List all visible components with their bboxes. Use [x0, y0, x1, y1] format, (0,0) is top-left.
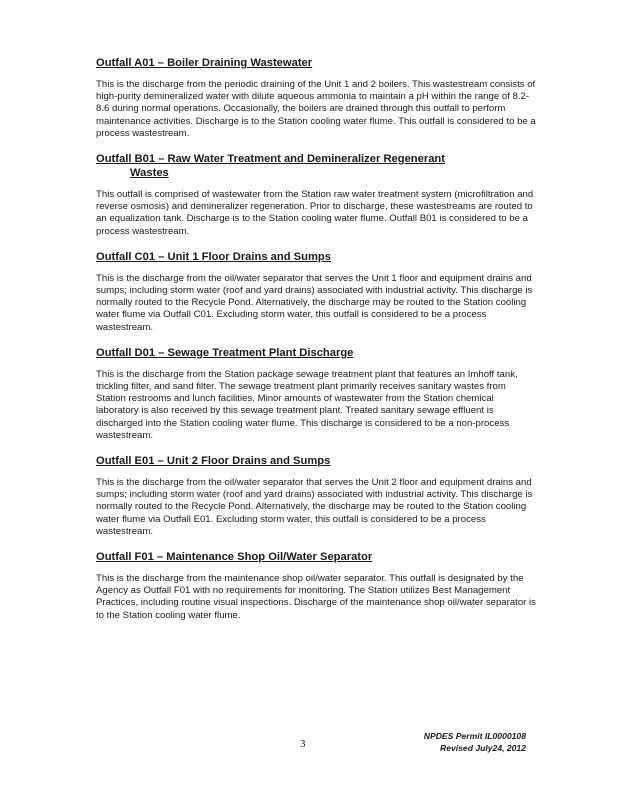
- section-outfall-f01: [96, 550, 536, 622]
- section-heading: [96, 250, 536, 264]
- section-outfall-e01: [96, 454, 536, 538]
- section-heading-text: Outfall E01 – Unit 2 Floor Drains and Sumps: [96, 455, 331, 468]
- section-heading-text: Outfall C01 – Unit 1 Floor Drains and Sumps: [96, 250, 331, 263]
- section-heading: [96, 346, 536, 360]
- section-heading: [96, 550, 536, 564]
- section-outfall-a01: [96, 56, 536, 140]
- section-heading-text: Outfall D01 – Sewage Treatment Plant Discharge: [96, 346, 354, 359]
- page-number: 3: [300, 738, 306, 750]
- section-body: This is the discharge from the Station package sewage treatment plant that features an Imhoff tank, trickling filter, and sand filter. The sewage treatment plant primarily receives sanitary wastes from Station restrooms and lunch facilities. Minor amounts of wastewater from the Station chemical laboratory is also received by this sewage treatment plant. Treated sanitary sewage effluent is discharged into the Station cooling water flume. This discharge is considered to be a non-process wastestream.: [96, 368, 518, 441]
- section-body: This is the discharge from the oil/water separator that serves the Unit 2 floor and equipment drains and sumps; including storm water (roof and yard drains) associated with industrial activity. This discharge is normally routed to the Recycle Pond. Alternatively, the discharge may be routed to the Station cooling water flume via Outfall E01. Excluding storm water, this outfall is considered to be a process wastestream.: [96, 477, 533, 537]
- section-body: This is the discharge from the maintenance shop oil/water separator. This outfall is designated by the Agency as Outfall F01 with no requirements for monitoring. The Station utilizes Best Management Practices, including routine visual inspections. Discharge of the maintenance shop oil/water separator is to the Station cooling water flume.: [96, 573, 536, 621]
- section-heading-continuation: Wastes: [130, 167, 169, 180]
- section-outfall-b01: [96, 152, 536, 238]
- revision-date: Revised July24, 2012: [440, 743, 526, 753]
- section-heading: [96, 454, 536, 468]
- section-heading-text: Outfall A01 – Boiler Draining Wastewater: [96, 57, 313, 69]
- section-heading-text: Outfall F01 – Maintenance Shop Oil/Water Separator: [96, 551, 373, 564]
- permit-number: NPDES Permit IL0000108: [423, 731, 526, 741]
- section-outfall-d01: [96, 346, 536, 442]
- section-outfall-c01: [96, 250, 536, 334]
- section-heading-text: Outfall B01 – Raw Water Treatment and Demineralizer Regenerant: [96, 153, 445, 166]
- section-heading: [96, 152, 536, 180]
- outfall-sections: [96, 56, 536, 634]
- section-body: This is the discharge from the oil/water separator that serves the Unit 1 floor and equipment drains and sumps; including storm water (roof and yard drains) associated with industrial activity. This discharge is normally routed to the Recycle Pond. Alternatively, the discharge may be routed to the Station cooling water flume via Outfall C01. Excluding storm water, this outfall is considered to be a process wastestream.: [96, 272, 533, 333]
- section-body: This is the discharge from the periodic draining of the Unit 1 and 2 boilers. This wastestream consists of high-purity demineralized water with dilute aqueous ammonia to maintain a pH within the range of 8.2-8.6 during normal operations. Occasionally, the boilers are drained through this outfall to perform maintenance activities. Discharge is to the Station cooling water flume. This outfall is considered to be a process wastestream.: [96, 79, 536, 139]
- section-heading: [96, 56, 536, 70]
- permit-footer: [424, 730, 526, 754]
- section-body: This outfall is comprised of wastewater from the Station raw water treatment system (microfiltration and reverse osmosis) and demineralizer regeneration. Prior to discharge, these wastestreams are routed to an equalization tank. Discharge is to the Station cooling water flume. Outfall B01 is considered to be a process wastestream.: [96, 189, 534, 237]
